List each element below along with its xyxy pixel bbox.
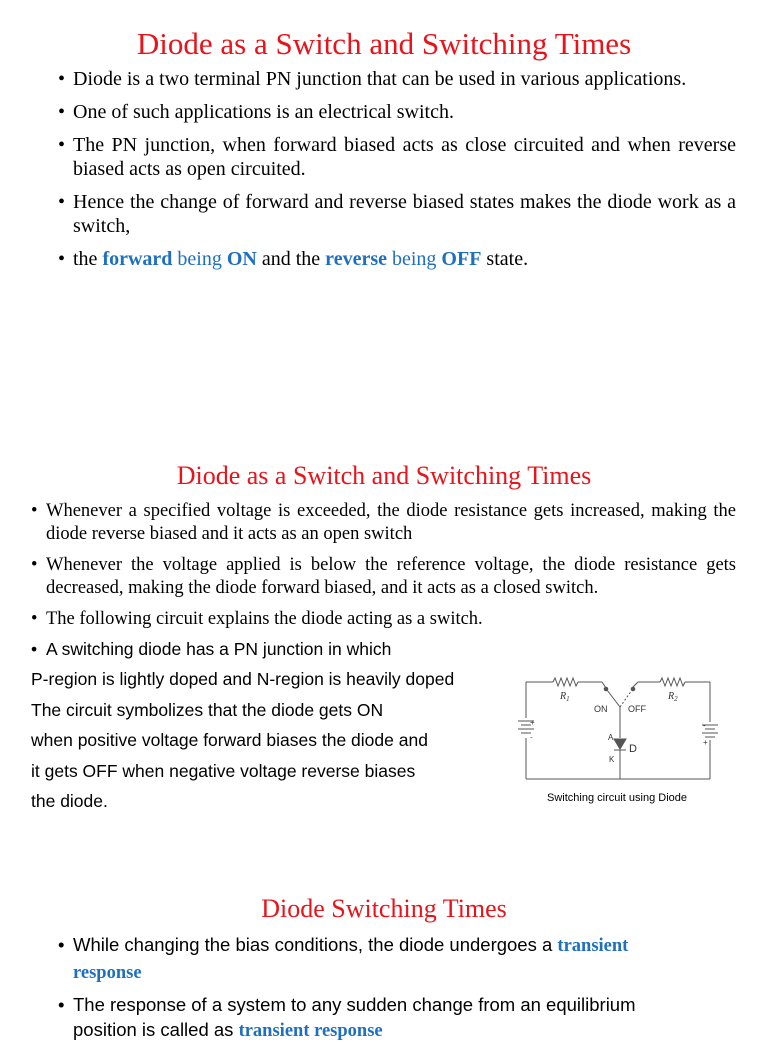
text-span: state. bbox=[481, 248, 529, 270]
battery-right-minus: - bbox=[703, 721, 706, 730]
slide2-bullet-4: • A switching diode has a PN junction in which bbox=[31, 637, 511, 661]
text-span: The response of a system to any sudden change from an equilibrium position is called as bbox=[73, 994, 636, 1040]
circuit-wire bbox=[633, 682, 638, 687]
slide2-title: Diode as a Switch and Switching Times bbox=[176, 461, 592, 490]
slide2-sans-bullet-list bbox=[31, 637, 511, 661]
circuit-caption: Switching circuit using Diode bbox=[547, 792, 688, 804]
slide1-title: Diode as a Switch and Switching Times bbox=[136, 26, 632, 61]
slide1-bullet-3: • The PN junction, when forward biased acts as close circuited and when reverse biased acts as open circuited. bbox=[58, 133, 736, 181]
switch-blade-icon bbox=[607, 690, 620, 707]
slide2-paragraph bbox=[31, 664, 454, 817]
on-keyword: ON bbox=[226, 248, 257, 270]
text-span: being bbox=[386, 248, 442, 270]
switching-circuit-diagram bbox=[510, 670, 725, 788]
anode-label: A bbox=[608, 733, 614, 742]
battery-left-minus: - bbox=[530, 733, 533, 742]
slide1-bullet-5 bbox=[58, 247, 736, 271]
text-span: the bbox=[73, 248, 103, 270]
slide1-bullet-2: • One of such applications is an electrical switch. bbox=[58, 100, 736, 124]
slide3-title: Diode Switching Times bbox=[261, 894, 507, 923]
slide3-bullet-2 bbox=[58, 992, 698, 1044]
slide2-bullet-2: • Whenever the voltage applied is below the reference voltage, the diode resistance gets decreased, making the diode forward biased, and it acts as a closed switch. bbox=[31, 554, 736, 600]
resistor-r1-icon bbox=[553, 678, 578, 686]
slide1-bullet-list bbox=[58, 67, 736, 271]
paragraph-line-1: P-region is lightly doped and N-region is heavily doped bbox=[31, 669, 455, 689]
off-keyword: OFF bbox=[441, 248, 482, 270]
paragraph-line-4: it gets OFF when negative voltage reverse biases bbox=[31, 760, 416, 781]
transient-response-keyword: transient response bbox=[238, 1021, 383, 1041]
battery-left-plus: + bbox=[530, 718, 535, 727]
paragraph-line-3: when positive voltage forward biases the diode and bbox=[31, 730, 428, 750]
slide1-bullet-1: • Diode is a two terminal PN junction that can be used in various applications. bbox=[58, 67, 736, 91]
slide2-bullet-1: • Whenever a specified voltage is exceeded, the diode resistance gets increased, making the diode reverse biased and it acts as an open switch bbox=[31, 500, 736, 546]
switch-contact-off bbox=[631, 687, 635, 691]
slide3-bullet-list bbox=[58, 932, 698, 1044]
switch-off-label: OFF bbox=[628, 704, 646, 714]
slide1-bullet-4: • Hence the change of forward and reverse biased states makes the diode work as a switch, bbox=[58, 190, 736, 238]
diode-label: D bbox=[629, 743, 637, 755]
slide3-bullet-1 bbox=[58, 932, 698, 986]
resistor-r1-label: $R_1$ bbox=[560, 691, 570, 703]
slide2-bullet-3: • The following circuit explains the diode acting as a switch. bbox=[31, 608, 736, 631]
switch-on-label: ON bbox=[594, 704, 608, 714]
resistor-r2-icon bbox=[660, 678, 685, 686]
battery-right-plus: + bbox=[703, 738, 708, 747]
transient-response-keyword: transient response bbox=[73, 936, 629, 983]
resistor-r2-label: $R_2$ bbox=[668, 691, 678, 703]
slide2-bullet-list bbox=[31, 500, 736, 631]
paragraph-line-5: the diode. bbox=[31, 791, 108, 811]
cathode-label: K bbox=[609, 755, 615, 764]
text-span: being bbox=[172, 248, 227, 270]
reverse-keyword: reverse bbox=[325, 248, 387, 270]
paragraph-line-2: The circuit symbolizes that the diode gets ON bbox=[31, 699, 384, 720]
forward-keyword: forward bbox=[102, 248, 173, 270]
text-span: and the bbox=[256, 248, 326, 270]
text-span: While changing the bias conditions, the diode undergoes a bbox=[73, 934, 558, 955]
diode-icon bbox=[614, 739, 626, 750]
